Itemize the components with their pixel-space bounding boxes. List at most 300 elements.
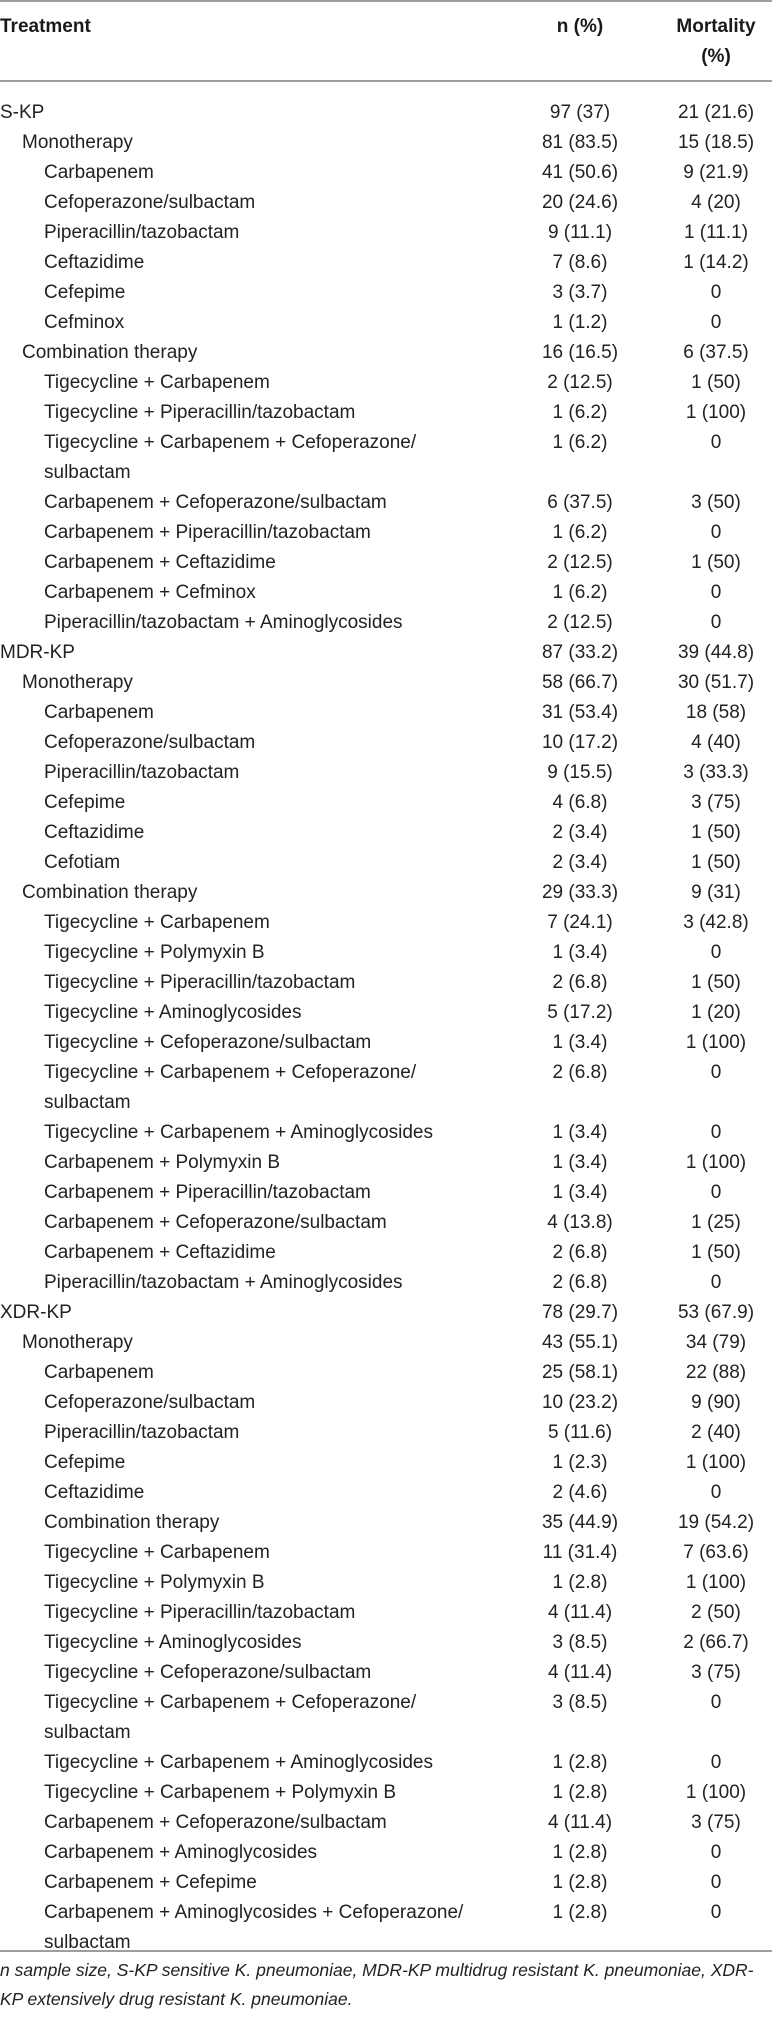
treatment-text: Tigecycline + Carbapenem: [44, 372, 270, 393]
table-row: [0, 1058, 772, 1118]
treatment-text: Carbapenem + Ceftazidime: [44, 552, 276, 573]
mortality-cell: 1 (100): [685, 1452, 747, 1473]
table-row: [0, 1358, 772, 1388]
treatment-text: Carbapenem + Piperacillin/tazobactam: [44, 522, 371, 543]
mortality-cell: 3 (50): [691, 492, 741, 513]
n-percent-cell: 1 (6.2): [552, 522, 608, 543]
treatment-text: Tigecycline + Carbapenem + Cefoperazone/: [44, 1692, 417, 1713]
table-row: [0, 1298, 772, 1328]
header-n-percent: n (%): [556, 16, 604, 37]
n-percent-cell: 1 (2.8): [552, 1752, 608, 1773]
table-row: [0, 308, 772, 338]
table-row: [0, 758, 772, 788]
n-percent-cell: 4 (11.4): [547, 1812, 613, 1833]
treatment-text: Tigecycline + Carbapenem + Polymyxin B: [44, 1782, 397, 1803]
n-percent-cell: 1 (3.4): [552, 1032, 608, 1053]
n-percent-cell: 10 (23.2): [541, 1392, 619, 1413]
treatment-text: sulbactam: [44, 1092, 131, 1113]
table-row: [0, 998, 772, 1028]
table-row: [0, 98, 772, 128]
treatment-cell: [0, 848, 564, 878]
mortality-cell: 1 (100): [685, 1782, 747, 1803]
table-footnote: n sample size, S-KP sensitive K. pneumoniae, MDR-KP multidrug resistant K. pneumoniae, XDR-KP extensively drug resistant K. pneumoniae.: [0, 1960, 754, 2009]
treatment-cell: [0, 218, 564, 248]
treatment-text: Combination therapy: [44, 1512, 220, 1533]
table-row: [0, 1838, 772, 1868]
treatment-cell: [0, 1358, 564, 1388]
table-row: [0, 1778, 772, 1808]
treatment-text: Tigecycline + Cefoperazone/sulbactam: [44, 1032, 372, 1053]
table-row: [0, 518, 772, 548]
table-row: [0, 1268, 772, 1298]
table-row: [0, 1478, 772, 1508]
treatment-text: Carbapenem + Cefoperazone/sulbactam: [44, 492, 387, 513]
treatment-cell: [0, 1748, 564, 1778]
treatment-cell: [0, 548, 564, 578]
n-percent-cell: 5 (17.2): [547, 1002, 613, 1023]
n-percent-cell: 4 (13.8): [547, 1212, 613, 1233]
treatment-cell: [0, 908, 564, 938]
n-percent-cell: 31 (53.4): [541, 702, 619, 723]
table-row: [0, 428, 772, 488]
mortality-cell: 19 (54.2): [677, 1512, 755, 1533]
treatment-cell: [0, 1628, 564, 1658]
treatment-cell: [0, 1658, 564, 1688]
treatment-cell: [0, 998, 564, 1028]
n-percent-cell: 1 (1.2): [552, 312, 608, 333]
table-row: [0, 668, 772, 698]
treatment-cell: [0, 1478, 564, 1508]
table-row: [0, 128, 772, 158]
table-row: [0, 1688, 772, 1748]
n-percent-cell: 1 (3.4): [552, 1152, 608, 1173]
mortality-cell: 2 (66.7): [683, 1632, 749, 1653]
treatment-cell: [0, 518, 564, 548]
table-row: [0, 1898, 772, 1958]
treatment-cell: [0, 1868, 564, 1898]
treatment-cell: [0, 1418, 564, 1448]
mortality-cell: 7 (63.6): [683, 1542, 749, 1563]
mortality-cell: 1 (50): [691, 1242, 741, 1263]
treatment-text: Tigecycline + Carbapenem: [44, 1542, 270, 1563]
table-row: [0, 1508, 772, 1538]
treatment-cell: [0, 1598, 564, 1628]
table-row: [0, 1628, 772, 1658]
treatment-cell: [0, 308, 564, 338]
treatment-cell: [0, 1238, 564, 1268]
n-percent-cell: 29 (33.3): [541, 882, 619, 903]
mortality-cell: 3 (75): [691, 1662, 741, 1683]
header-mortality-line2: (%): [701, 46, 731, 67]
mortality-cell: 0: [710, 582, 722, 603]
n-percent-cell: 35 (44.9): [541, 1512, 619, 1533]
mortality-cell: 9 (31): [691, 882, 741, 903]
mortality-cell: 9 (21.9): [683, 162, 749, 183]
n-percent-cell: 41 (50.6): [541, 162, 619, 183]
treatment-text: Piperacillin/tazobactam + Aminoglycosides: [44, 612, 403, 633]
treatment-cell: [0, 1148, 564, 1178]
treatment-text: Carbapenem + Aminoglycosides: [44, 1842, 318, 1863]
treatment-cell: [0, 668, 542, 698]
treatment-text: Tigecycline + Piperacillin/tazobactam: [44, 972, 356, 993]
treatment-cell: [0, 878, 542, 908]
treatment-text: Tigecycline + Polymyxin B: [44, 942, 265, 963]
n-percent-cell: 2 (3.4): [552, 852, 608, 873]
treatment-cell: [0, 578, 564, 608]
treatment-text: Cefotiam: [44, 852, 121, 873]
treatment-text: Cefepime: [44, 282, 126, 303]
treatment-text: Tigecycline + Cefoperazone/sulbactam: [44, 1662, 372, 1683]
mortality-cell: 0: [710, 1902, 722, 1923]
table-row: [0, 158, 772, 188]
treatment-cell: [0, 1538, 564, 1568]
treatment-text: Tigecycline + Carbapenem + Aminoglycosides: [44, 1752, 433, 1773]
mortality-cell: 15 (18.5): [677, 132, 755, 153]
treatment-text: sulbactam: [44, 1722, 131, 1743]
treatment-cell: [0, 968, 564, 998]
mortality-cell: 0: [710, 1872, 722, 1893]
treatment-text: Carbapenem + Polymyxin B: [44, 1152, 281, 1173]
treatment-text: Cefepime: [44, 792, 126, 813]
mortality-cell: 0: [710, 312, 722, 333]
mortality-cell: 0: [710, 942, 722, 963]
treatment-text: Ceftazidime: [44, 822, 145, 843]
n-percent-cell: 7 (8.6): [552, 252, 608, 273]
n-percent-cell: 5 (11.6): [547, 1422, 613, 1443]
mortality-cell: 3 (75): [691, 1812, 741, 1833]
treatment-text: sulbactam: [44, 462, 131, 483]
treatment-cell: [0, 1118, 564, 1148]
treatment-text: Cefoperazone/sulbactam: [44, 1392, 256, 1413]
n-percent-cell: 7 (24.1): [547, 912, 613, 933]
n-percent-cell: 81 (83.5): [541, 132, 619, 153]
treatment-text: Monotherapy: [22, 672, 133, 693]
table-row: [0, 398, 772, 428]
table-row: [0, 1178, 772, 1208]
mortality-cell: 22 (88): [685, 1362, 747, 1383]
n-percent-cell: 1 (3.4): [552, 1182, 608, 1203]
treatment-cell: [0, 1178, 564, 1208]
treatment-text: Tigecycline + Polymyxin B: [44, 1572, 265, 1593]
treatment-cell: [0, 398, 564, 428]
treatment-text: Cefminox: [44, 312, 125, 333]
table-row: [0, 638, 772, 668]
treatment-text: S-KP: [0, 102, 45, 123]
table-header: [0, 0, 772, 82]
mortality-cell: 0: [710, 1842, 722, 1863]
treatment-text: Carbapenem: [44, 702, 154, 723]
n-percent-cell: 4 (11.4): [547, 1602, 613, 1623]
n-percent-cell: 1 (2.3): [552, 1452, 608, 1473]
n-percent-cell: 1 (2.8): [552, 1782, 608, 1803]
n-percent-cell: 2 (6.8): [552, 1062, 608, 1083]
treatment-text: Cefoperazone/sulbactam: [44, 732, 256, 753]
mortality-cell: 0: [710, 1692, 722, 1713]
mortality-cell: 3 (42.8): [683, 912, 749, 933]
mortality-cell: 0: [710, 1482, 722, 1503]
treatment-text: Carbapenem + Piperacillin/tazobactam: [44, 1182, 371, 1203]
treatment-cell: [0, 188, 564, 218]
table-row: [0, 1118, 772, 1148]
treatment-cell: [0, 788, 564, 818]
table-row: [0, 338, 772, 368]
n-percent-cell: 25 (58.1): [541, 1362, 619, 1383]
mortality-cell: 0: [710, 1062, 722, 1083]
treatment-text: Ceftazidime: [44, 1482, 145, 1503]
n-percent-cell: 1 (6.2): [552, 432, 608, 453]
n-percent-cell: 3 (8.5): [552, 1632, 608, 1653]
n-percent-cell: 20 (24.6): [541, 192, 619, 213]
table-row: [0, 728, 772, 758]
n-percent-cell: 97 (37): [549, 102, 611, 123]
mortality-cell: 34 (79): [685, 1332, 747, 1353]
n-percent-cell: 2 (6.8): [552, 972, 608, 993]
treatment-cell: [0, 1898, 564, 1958]
mortality-cell: 0: [710, 1182, 722, 1203]
treatment-cell: [0, 428, 564, 488]
table-row: [0, 1208, 772, 1238]
n-percent-cell: 87 (33.2): [541, 642, 619, 663]
treatment-text: Tigecycline + Aminoglycosides: [44, 1002, 302, 1023]
n-percent-cell: 3 (3.7): [552, 282, 608, 303]
n-percent-cell: 16 (16.5): [541, 342, 619, 363]
treatment-cell: [0, 728, 564, 758]
treatment-cell: [0, 1808, 564, 1838]
treatment-cell: [0, 1058, 564, 1118]
treatment-text: Tigecycline + Aminoglycosides: [44, 1632, 302, 1653]
treatment-cell: [0, 1208, 564, 1238]
n-percent-cell: 1 (2.8): [552, 1872, 608, 1893]
table-row: [0, 1448, 772, 1478]
treatment-text: Monotherapy: [22, 1332, 133, 1353]
treatment-text: Tigecycline + Carbapenem + Cefoperazone/: [44, 432, 417, 453]
treatment-text: Combination therapy: [22, 342, 198, 363]
table-row: [0, 1598, 772, 1628]
mortality-cell: 2 (40): [691, 1422, 741, 1443]
mortality-cell: 1 (100): [685, 1152, 747, 1173]
table-row: [0, 938, 772, 968]
mortality-cell: 39 (44.8): [677, 642, 755, 663]
treatment-text: Carbapenem + Cefoperazone/sulbactam: [44, 1212, 387, 1233]
n-percent-cell: 78 (29.7): [541, 1302, 619, 1323]
mortality-cell: 3 (33.3): [683, 762, 749, 783]
table-row: [0, 248, 772, 278]
table-bottom-rule: [0, 1950, 772, 1952]
header-treatment: Treatment: [0, 16, 91, 37]
mortality-cell: 1 (20): [691, 1002, 741, 1023]
treatment-text: Monotherapy: [22, 132, 133, 153]
n-percent-cell: 4 (11.4): [547, 1662, 613, 1683]
n-percent-cell: 1 (2.8): [552, 1572, 608, 1593]
treatment-text: MDR-KP: [0, 642, 75, 663]
treatment-text: Carbapenem + Cefminox: [44, 582, 256, 603]
mortality-cell: 30 (51.7): [677, 672, 755, 693]
treatment-cell: [0, 488, 564, 518]
mortality-cell: 53 (67.9): [677, 1302, 755, 1323]
table-row: [0, 1808, 772, 1838]
treatment-cell: [0, 1328, 542, 1358]
table-row: [0, 1748, 772, 1778]
table-row: [0, 1388, 772, 1418]
mortality-cell: 1 (25): [691, 1212, 741, 1233]
n-percent-cell: 11 (31.4): [542, 1542, 618, 1563]
n-percent-cell: 2 (4.6): [552, 1482, 608, 1503]
table-row: [0, 1658, 772, 1688]
mortality-cell: 0: [710, 282, 722, 303]
n-percent-cell: 9 (11.1): [547, 222, 613, 243]
n-percent-cell: 1 (2.8): [552, 1902, 608, 1923]
n-percent-cell: 2 (6.8): [552, 1242, 608, 1263]
n-percent-cell: 58 (66.7): [541, 672, 619, 693]
mortality-cell: 1 (50): [691, 972, 741, 993]
treatment-cell: [0, 248, 564, 278]
treatment-text: Carbapenem + Cefoperazone/sulbactam: [44, 1812, 387, 1833]
table-row: [0, 488, 772, 518]
treatment-text: Carbapenem: [44, 162, 154, 183]
treatment-text: Piperacillin/tazobactam: [44, 222, 240, 243]
n-percent-cell: 2 (6.8): [552, 1272, 608, 1293]
treatment-text: Piperacillin/tazobactam + Aminoglycosides: [44, 1272, 403, 1293]
n-percent-cell: 4 (6.8): [552, 792, 608, 813]
table-row: [0, 548, 772, 578]
header-mortality: [660, 12, 772, 72]
treatment-cell: [0, 758, 564, 788]
n-percent-cell: 1 (3.4): [552, 1122, 608, 1143]
table-row: [0, 1538, 772, 1568]
table-row: [0, 818, 772, 848]
treatment-text: Piperacillin/tazobactam: [44, 1422, 240, 1443]
table-row: [0, 188, 772, 218]
treatment-cell: [0, 1268, 564, 1298]
mortality-cell: 0: [710, 1122, 722, 1143]
treatment-text: Piperacillin/tazobactam: [44, 762, 240, 783]
treatment-cell: [0, 1838, 564, 1868]
n-percent-cell: 6 (37.5): [547, 492, 613, 513]
treatment-text: Carbapenem + Ceftazidime: [44, 1242, 276, 1263]
table-row: [0, 608, 772, 638]
mortality-cell: 4 (20): [691, 192, 741, 213]
mortality-cell: 4 (40): [691, 732, 741, 753]
n-percent-cell: 1 (2.8): [552, 1842, 608, 1863]
treatment-text: Cefepime: [44, 1452, 126, 1473]
treatment-text: Tigecycline + Piperacillin/tazobactam: [44, 1602, 356, 1623]
treatment-text: Carbapenem + Aminoglycosides + Cefoperazone/: [44, 1902, 464, 1923]
table-row: [0, 848, 772, 878]
n-percent-cell: 2 (12.5): [547, 612, 613, 633]
table-row: [0, 698, 772, 728]
table-row: [0, 1868, 772, 1898]
table-row: [0, 788, 772, 818]
n-percent-cell: 2 (3.4): [552, 822, 608, 843]
mortality-cell: 3 (75): [691, 792, 741, 813]
n-percent-cell: 2 (12.5): [547, 372, 613, 393]
treatment-cell: [0, 158, 564, 188]
mortality-cell: 6 (37.5): [683, 342, 749, 363]
treatment-cell: [0, 1388, 564, 1418]
table-row: [0, 578, 772, 608]
treatment-text: Carbapenem + Cefepime: [44, 1872, 257, 1893]
treatment-cell: [0, 1028, 564, 1058]
mortality-cell: 1 (14.2): [683, 252, 749, 273]
table-row: [0, 1418, 772, 1448]
mortality-cell: 1 (100): [685, 1032, 747, 1053]
treatment-cell: [0, 938, 564, 968]
table-row: [0, 368, 772, 398]
n-percent-cell: 2 (12.5): [547, 552, 613, 573]
treatment-cell: [0, 128, 542, 158]
treatment-cell: [0, 1778, 564, 1808]
mortality-cell: 1 (50): [691, 852, 741, 873]
n-percent-cell: 3 (8.5): [552, 1692, 608, 1713]
treatment-cell: [0, 818, 564, 848]
treatment-text: Tigecycline + Carbapenem + Aminoglycosides: [44, 1122, 433, 1143]
treatment-cell: [0, 278, 564, 308]
table-row: [0, 1328, 772, 1358]
table-row: [0, 878, 772, 908]
n-percent-cell: 1 (6.2): [552, 402, 608, 423]
treatment-cell: [0, 608, 564, 638]
treatment-cell: [0, 638, 520, 668]
n-percent-cell: 10 (17.2): [541, 732, 619, 753]
header-mortality-line1: Mortality: [676, 16, 756, 37]
treatment-text: Carbapenem: [44, 1362, 154, 1383]
treatment-text: Tigecycline + Carbapenem + Cefoperazone/: [44, 1062, 417, 1083]
treatment-text: sulbactam: [44, 1932, 131, 1953]
treatment-cell: [0, 1568, 564, 1598]
mortality-cell: 1 (100): [685, 1572, 747, 1593]
mortality-cell: 0: [710, 1752, 722, 1773]
treatment-cell: [0, 1688, 564, 1748]
treatment-cell: [0, 338, 542, 368]
table-row: [0, 1238, 772, 1268]
mortality-cell: 0: [710, 1272, 722, 1293]
table-row: [0, 908, 772, 938]
treatment-cell: [0, 1298, 520, 1328]
treatment-text: Tigecycline + Piperacillin/tazobactam: [44, 402, 356, 423]
mortality-cell: 21 (21.6): [677, 102, 755, 123]
table-row: [0, 278, 772, 308]
treatment-text: Ceftazidime: [44, 252, 145, 273]
treatment-text: XDR-KP: [0, 1302, 72, 1323]
mortality-cell: 0: [710, 522, 722, 543]
treatment-cell: [0, 368, 564, 398]
n-percent-cell: 43 (55.1): [541, 1332, 619, 1353]
n-percent-cell: 1 (3.4): [552, 942, 608, 963]
table-row: [0, 968, 772, 998]
table-row: [0, 1568, 772, 1598]
treatment-cell: [0, 98, 520, 128]
mortality-cell: 1 (100): [685, 402, 747, 423]
treatment-cell: [0, 1508, 564, 1538]
mortality-cell: 9 (90): [691, 1392, 741, 1413]
treatment-cell: [0, 1448, 564, 1478]
mortality-cell: 1 (11.1): [683, 222, 749, 243]
mortality-cell: 0: [710, 612, 722, 633]
mortality-cell: 2 (50): [691, 1602, 741, 1623]
mortality-cell: 1 (50): [691, 822, 741, 843]
table-row: [0, 1028, 772, 1058]
n-percent-cell: 9 (15.5): [547, 762, 613, 783]
n-percent-cell: 1 (6.2): [552, 582, 608, 603]
treatment-text: Cefoperazone/sulbactam: [44, 192, 256, 213]
treatment-text: Tigecycline + Carbapenem: [44, 912, 270, 933]
table-row: [0, 218, 772, 248]
treatment-text: Combination therapy: [22, 882, 198, 903]
treatment-cell: [0, 698, 564, 728]
table-row: [0, 1148, 772, 1178]
mortality-cell: 1 (50): [691, 372, 741, 393]
mortality-cell: 0: [710, 432, 722, 453]
